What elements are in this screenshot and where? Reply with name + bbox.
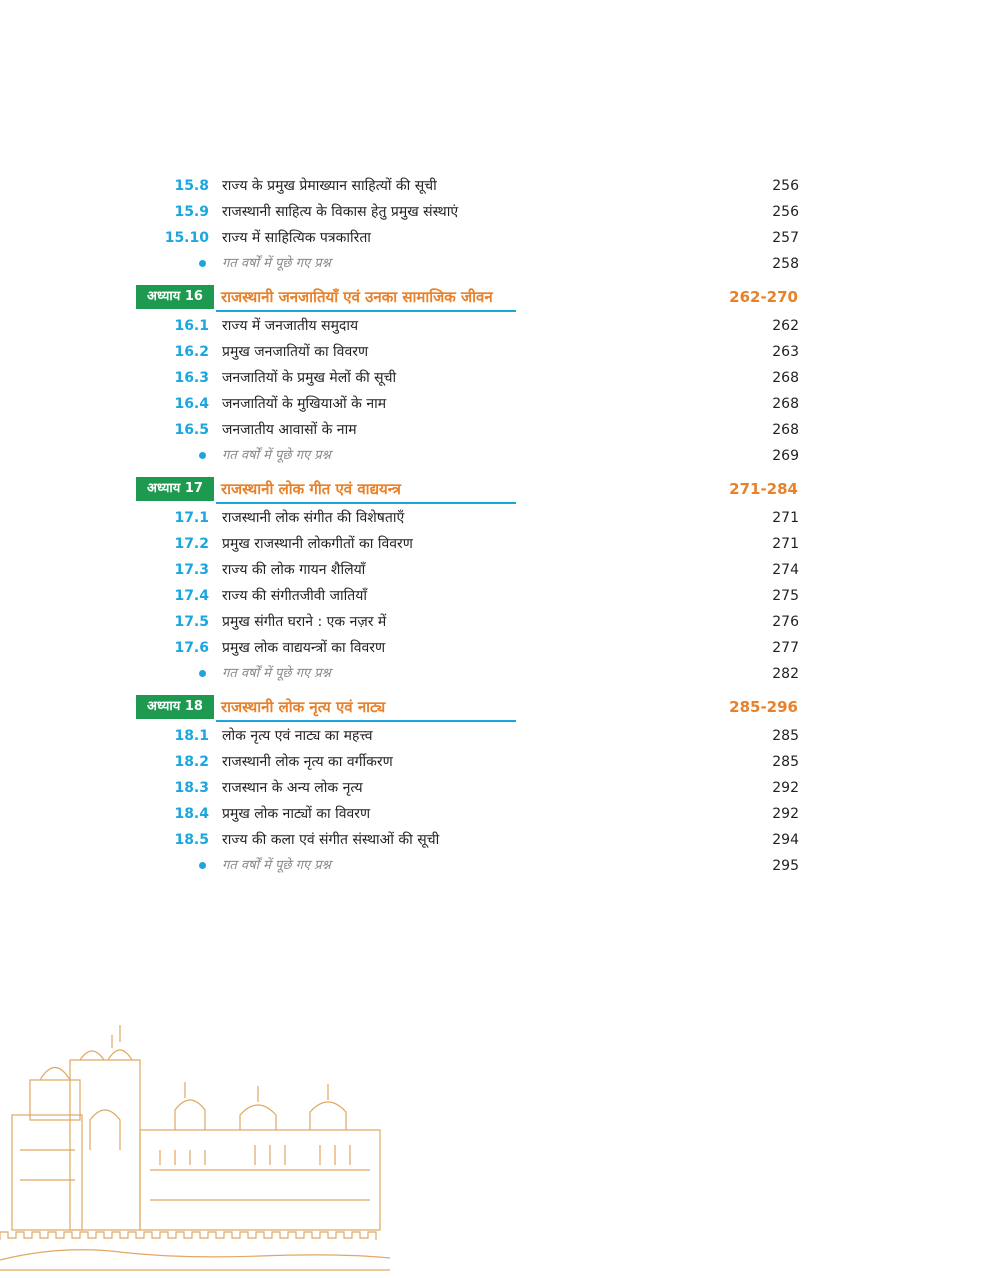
entry-title: गत वर्षों में पूछे गए प्रश्न <box>222 256 331 271</box>
entry-page: 277 <box>772 640 799 656</box>
entry-title: गत वर्षों में पूछे गए प्रश्न <box>222 858 331 873</box>
entry-title: गत वर्षों में पूछे गए प्रश्न <box>222 448 331 463</box>
chapter-page-range: 285-296 <box>729 698 798 716</box>
entry-title: राज्य की कला एवं संगीत संस्थाओं की सूची <box>222 832 440 848</box>
chapter-heading <box>136 285 936 313</box>
entry-title: जनजातीय आवासों के नाम <box>222 422 357 438</box>
bullet-icon <box>199 452 206 459</box>
previous-questions-entry <box>0 853 1000 879</box>
entry-number: 15.10 <box>164 230 209 246</box>
entry-title: प्रमुख लोक नाट्यों का विवरण <box>222 806 371 822</box>
chapter-title: राजस्थानी जनजातियाँ एवं उनका सामाजिक जीवन <box>221 288 493 306</box>
entry-number: 16.5 <box>174 422 209 438</box>
entry-page: 271 <box>772 536 799 552</box>
entry-number: 17.2 <box>174 536 209 552</box>
entry-number: 16.2 <box>174 344 209 360</box>
entry-number: 17.3 <box>174 562 209 578</box>
toc-entry <box>0 313 1000 339</box>
chapter-page-range: 262-270 <box>729 288 798 306</box>
chapter-title: राजस्थानी लोक गीत एवं वाद्ययन्त्र <box>221 480 401 498</box>
entry-number: 17.1 <box>174 510 209 526</box>
entry-page: 269 <box>772 448 799 464</box>
entry-page: 294 <box>772 832 799 848</box>
toc-entry <box>0 365 1000 391</box>
toc-entry <box>0 723 1000 749</box>
entry-number: 15.9 <box>174 204 209 220</box>
entry-page: 268 <box>772 396 799 412</box>
entry-title: राज्य में साहित्यिक पत्रकारिता <box>222 230 371 246</box>
entry-title: राज्य की लोक गायन शैलियाँ <box>222 562 366 578</box>
chapter-badge: अध्याय 16 <box>136 285 214 309</box>
entry-number: 16.3 <box>174 370 209 386</box>
bullet-icon <box>199 260 206 267</box>
fort-illustration-icon <box>0 1020 390 1278</box>
entry-page: 262 <box>772 318 799 334</box>
toc-entry <box>0 505 1000 531</box>
chapter-badge: अध्याय 18 <box>136 695 214 719</box>
chapter-heading <box>136 477 936 505</box>
toc-entry <box>0 749 1000 775</box>
entry-title: राज्य की संगीतजीवी जातियाँ <box>222 588 367 604</box>
toc-entry <box>0 635 1000 661</box>
entry-page: 256 <box>772 178 799 194</box>
entry-title: प्रमुख संगीत घराने : एक नज़र में <box>222 614 387 630</box>
entry-page: 295 <box>772 858 799 874</box>
entry-title: राजस्थानी लोक नृत्य का वर्गीकरण <box>222 754 393 770</box>
entry-page: 282 <box>772 666 799 682</box>
previous-questions-entry <box>0 251 1000 277</box>
entry-title: प्रमुख राजस्थानी लोकगीतों का विवरण <box>222 536 413 552</box>
chapter-title: राजस्थानी लोक नृत्य एवं नाट्य <box>221 698 386 716</box>
bullet-icon <box>199 862 206 869</box>
chapter-underline <box>216 310 516 312</box>
entry-number: 18.4 <box>174 806 209 822</box>
entry-page: 268 <box>772 370 799 386</box>
entry-page: 257 <box>772 230 799 246</box>
entry-page: 276 <box>772 614 799 630</box>
entry-title: जनजातियों के मुखियाओं के नाम <box>222 396 387 412</box>
entry-page: 268 <box>772 422 799 438</box>
entry-number: 15.8 <box>174 178 209 194</box>
toc-entry <box>0 391 1000 417</box>
entry-page: 292 <box>772 806 799 822</box>
toc-entry <box>0 531 1000 557</box>
toc-entry <box>0 609 1000 635</box>
toc-entry <box>0 417 1000 443</box>
toc-entry <box>0 173 1000 199</box>
entry-number: 18.2 <box>174 754 209 770</box>
entry-page: 263 <box>772 344 799 360</box>
entry-page: 292 <box>772 780 799 796</box>
entry-page: 271 <box>772 510 799 526</box>
entry-number: 17.6 <box>174 640 209 656</box>
entry-page: 285 <box>772 754 799 770</box>
entry-title: राज्य के प्रमुख प्रेमाख्यान साहित्यों की सूची <box>222 178 437 194</box>
chapter-page-range: 271-284 <box>729 480 798 498</box>
entry-title: राज्य में जनजातीय समुदाय <box>222 318 359 334</box>
previous-questions-entry <box>0 661 1000 687</box>
entry-number: 16.1 <box>174 318 209 334</box>
entry-title: राजस्थानी लोक संगीत की विशेषताएँ <box>222 510 405 526</box>
chapter-underline <box>216 720 516 722</box>
entry-page: 285 <box>772 728 799 744</box>
entry-number: 17.5 <box>174 614 209 630</box>
entry-number: 17.4 <box>174 588 209 604</box>
bullet-icon <box>199 670 206 677</box>
entry-title: राजस्थानी साहित्य के विकास हेतु प्रमुख संस्थाएं <box>222 204 459 220</box>
entry-page: 258 <box>772 256 799 272</box>
toc-entry <box>0 557 1000 583</box>
chapter-heading <box>136 695 936 723</box>
previous-questions-entry <box>0 443 1000 469</box>
toc-entry <box>0 583 1000 609</box>
toc-entry <box>0 801 1000 827</box>
toc-entry <box>0 827 1000 853</box>
entry-number: 16.4 <box>174 396 209 412</box>
entry-page: 275 <box>772 588 799 604</box>
entry-title: जनजातियों के प्रमुख मेलों की सूची <box>222 370 397 386</box>
entry-title: राजस्थान के अन्य लोक नृत्य <box>222 780 363 796</box>
entry-number: 18.1 <box>174 728 209 744</box>
toc-entry <box>0 225 1000 251</box>
entry-title: गत वर्षों में पूछे गए प्रश्न <box>222 666 331 681</box>
toc-entry <box>0 199 1000 225</box>
entry-number: 18.5 <box>174 832 209 848</box>
entry-title: लोक नृत्य एवं नाट्य का महत्त्व <box>222 728 373 744</box>
entry-title: प्रमुख जनजातियों का विवरण <box>222 344 369 360</box>
entry-title: प्रमुख लोक वाद्ययन्त्रों का विवरण <box>222 640 386 656</box>
entry-page: 256 <box>772 204 799 220</box>
chapter-badge: अध्याय 17 <box>136 477 214 501</box>
chapter-underline <box>216 502 516 504</box>
entry-page: 274 <box>772 562 799 578</box>
entry-number: 18.3 <box>174 780 209 796</box>
toc-entry <box>0 775 1000 801</box>
toc-entry <box>0 339 1000 365</box>
